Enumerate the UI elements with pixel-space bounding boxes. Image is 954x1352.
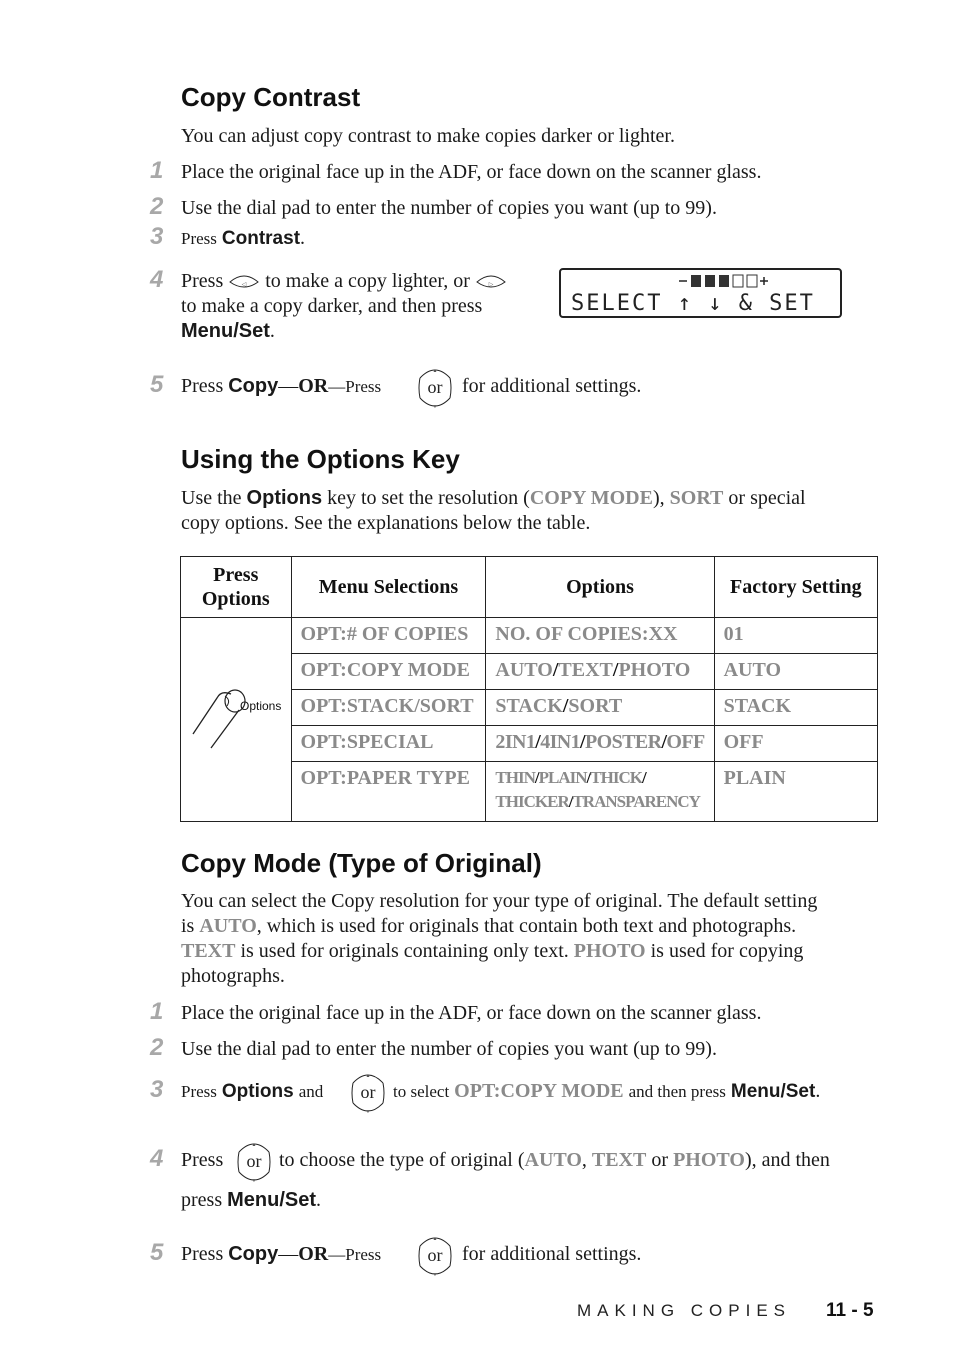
options-intro-line2: copy options. See the explanations below the table. — [181, 512, 591, 534]
option-values: STACK/SORT — [486, 690, 714, 726]
step-text: Press Copy—OR—Press — [181, 375, 382, 397]
options-key-label: Options — [246, 487, 323, 509]
step-number: 3 — [150, 1076, 164, 1103]
right-arrow-key-icon — [475, 272, 507, 292]
step-text: Place the original face up in the ADF, or face down on the scanner glass. — [181, 1002, 762, 1024]
lcd-text: SELECT ↑ ↓ & SET — [571, 291, 815, 316]
table-row — [181, 618, 878, 654]
step-number: 1 — [150, 998, 164, 1025]
running-footer: MAKING COPIES — [577, 1301, 792, 1320]
step-number: 2 — [150, 1034, 164, 1061]
menu-selection: OPT:# OF COPIES — [291, 618, 486, 654]
factory-setting: PLAIN — [714, 762, 877, 822]
options-intro: Use the Options key to set the resolution (COPY MODE), SORT or special — [181, 487, 806, 509]
factory-setting: 01 — [714, 618, 877, 654]
svg-text:or: or — [246, 1151, 262, 1171]
contrast-key-label: Contrast — [221, 228, 301, 249]
options-table — [180, 556, 878, 822]
step-text: Use the dial pad to enter the number of copies you want (up to 99). — [181, 1038, 717, 1060]
menu-selection: OPT:COPY MODE — [291, 654, 486, 690]
section-title-options-key: Using the Options Key — [181, 444, 460, 474]
step-text: to select OPT:COPY MODE and then press Menu/Set. — [393, 1080, 821, 1102]
copy-key-label: Copy — [228, 1243, 279, 1265]
svg-text:▷: ▷ — [488, 281, 494, 289]
options-key-caption: Options — [240, 698, 282, 713]
step-text: press Menu/Set. — [181, 1189, 322, 1211]
svg-text:▼: ▼ — [432, 405, 438, 410]
copy-contrast-intro: You can adjust copy contrast to make copies darker or lighter. — [181, 125, 675, 147]
factory-setting: STACK — [714, 690, 877, 726]
step-text: for additional settings. — [462, 375, 642, 397]
section-title-copy-mode: Copy Mode (Type of Original) — [181, 848, 542, 878]
menu-selection: OPT:PAPER TYPE — [291, 762, 486, 822]
column-header: Options — [486, 557, 714, 618]
copy-mode-intro-line3: TEXT is used for originals containing only text. PHOTO is used for copying — [181, 940, 804, 962]
step-number: 4 — [150, 266, 164, 293]
section-title-copy-contrast: Copy Contrast — [181, 82, 361, 112]
step-number: 5 — [150, 1239, 164, 1266]
copy-key-label: Copy — [228, 375, 279, 397]
up-or-down-key-icon — [235, 1138, 273, 1186]
finger-pressing-options-key-icon — [191, 686, 247, 750]
menu-selection: OPT:STACK/SORT — [291, 690, 486, 726]
step-number: 4 — [150, 1145, 164, 1172]
copy-mode-intro-line4: photographs. — [181, 965, 285, 987]
step-text: to choose the type of original (AUTO, TEXT or PHOTO), and then — [279, 1149, 830, 1171]
step-text: Place the original face up in the ADF, or face down on the scanner glass. — [181, 161, 762, 183]
option-values: THIN/PLAIN/THICK/ THICKER/TRANSPARENCY — [486, 762, 714, 822]
svg-text:▼: ▼ — [432, 1273, 438, 1278]
svg-text:▼: ▼ — [365, 1110, 371, 1115]
options-key-label: Options — [221, 1081, 294, 1102]
menu-set-key-label: Menu/Set — [730, 1081, 816, 1102]
svg-text:or: or — [427, 1245, 443, 1265]
step-text: for additional settings. — [462, 1243, 642, 1265]
up-or-down-key-icon — [349, 1069, 387, 1117]
copy-mode-intro-line2: is AUTO, which is used for originals that contain both text and photographs. — [181, 915, 797, 937]
column-header: Menu Selections — [291, 557, 486, 618]
copy-mode-intro-line1: You can select the Copy resolution for your type of original. The default setting — [181, 890, 818, 912]
step-text: Use the dial pad to enter the number of copies you want (up to 99). — [181, 197, 717, 219]
left-arrow-key-icon — [228, 272, 260, 292]
svg-text:or: or — [427, 377, 443, 397]
table-header-row — [181, 557, 878, 618]
menu-set-key-label: Menu/Set — [227, 1189, 317, 1211]
svg-text:◁: ◁ — [241, 281, 247, 289]
step-number: 1 — [150, 157, 164, 184]
contrast-level-indicator-icon — [679, 273, 769, 289]
svg-text:▲: ▲ — [432, 1237, 438, 1242]
step-number: 2 — [150, 193, 164, 220]
svg-text:▲: ▲ — [251, 1143, 257, 1148]
svg-text:▲: ▲ — [365, 1074, 371, 1079]
svg-text:or: or — [360, 1082, 376, 1102]
factory-setting: OFF — [714, 726, 877, 762]
column-header: Factory Setting — [714, 557, 877, 618]
step-number: 3 — [150, 223, 164, 250]
menu-set-key-label: Menu/Set — [181, 320, 270, 342]
column-header: Press Options — [181, 557, 292, 618]
svg-text:▼: ▼ — [251, 1179, 257, 1184]
menu-selection: OPT:SPECIAL — [291, 726, 486, 762]
option-values: NO. OF COPIES:XX — [486, 618, 714, 654]
options-key-cell — [181, 618, 292, 822]
step-number: 5 — [150, 371, 164, 398]
svg-text:▲: ▲ — [432, 369, 438, 374]
step-text: Press Options and — [181, 1081, 324, 1102]
factory-setting: AUTO — [714, 654, 877, 690]
step-text: Press Contrast. — [181, 227, 306, 249]
step-text: Press Copy—OR—Press — [181, 1243, 382, 1265]
option-values: AUTO/TEXT/PHOTO — [486, 654, 714, 690]
step-text: Press — [181, 1149, 224, 1171]
option-values: 2IN1/4IN1/POSTER/OFF — [486, 726, 714, 762]
lcd-display — [559, 268, 842, 318]
up-or-down-key-icon — [416, 1232, 454, 1280]
page-number: 11 - 5 — [826, 1300, 874, 1321]
step-text: Press ◁ to make a copy lighter, or ▷ to make a copy darker, and then press Menu/Set. — [181, 269, 551, 344]
up-or-down-key-icon — [416, 364, 454, 412]
